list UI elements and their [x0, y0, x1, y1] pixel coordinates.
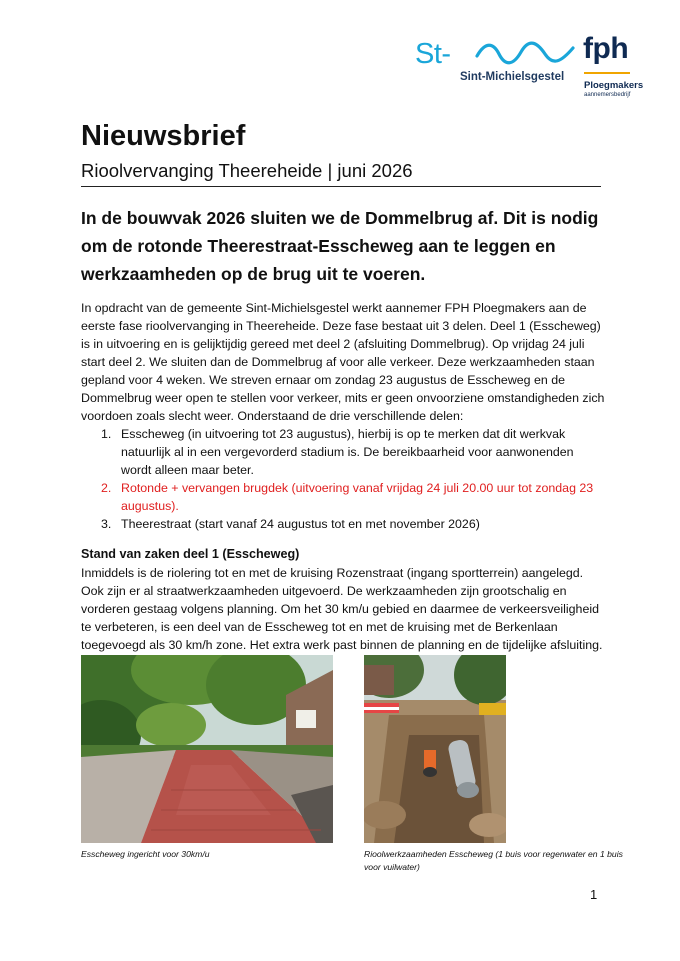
stm-logo-word: St- [415, 38, 451, 70]
wave-icon [475, 40, 575, 70]
header-divider [81, 186, 601, 187]
fph-logo-tagline: aannemersbedrijf [584, 92, 631, 98]
phase-number: 3. [101, 517, 112, 531]
page-title: Nieuwsbrief [81, 120, 246, 152]
stm-logo-subtitle: Sint-Michielsgestel [460, 71, 565, 83]
status-heading: Stand van zaken deel 1 (Esscheweg) [81, 547, 300, 561]
photo-esscheweg-street [81, 655, 333, 843]
fph-logo-underline [584, 72, 630, 74]
sewer-photo-illustration [364, 655, 506, 843]
fph-logo-word: fph [583, 32, 629, 65]
page-subtitle: Rioolvervanging Theereheide | juni 2026 [81, 160, 413, 181]
phase-list [81, 425, 606, 533]
phase-text: Theerestraat (start vanaf 24 augustus tot en met november 2026) [121, 517, 480, 531]
status-paragraph: Inmiddels is de riolering tot en met de kruising Rozenstraat (ingang sportterrein) aangelegd. Ook zijn er al straatwerkzaamheden uitgevoerd. De werkzaamheden zijn grootschalig en vorderen gestaag volgens planning. Om het 30 km/u gebied en daarmee de verkeersveiligheid te verbeteren, is een deel van de Esscheweg tot en met de kruising met de Berkenlaan toegevoegd als 30 km/h zone. Het extra werk past binnen de planning en de tijdelijke afsluiting. [81, 566, 603, 652]
phase-number: 1. [101, 427, 112, 441]
intro-paragraph: In opdracht van de gemeente Sint-Michielsgestel werkt aannemer FPH Ploegmakers aan de eerste fase rioolvervanging in Theereheide. Deze fase bestaat uit 3 delen. Deel 1 (Esscheweg) is in uitvoering en is gelijktijdig gereed met deel 2 (afsluiting Dommelbrug). Op vrijdag 24 juli start deel 2. We sluiten dan de Dommelbrug af voor alle verkeer. Deze werkzaamheden staan gepland voor 4 weken. We streven ernaar om zondag 23 augustus de Esscheweg en de Dommelbrug weer open te stellen voor verkeer, mits er geen onvoorziene omstandigheden zich voordoen zoals slecht weer. Onderstaand de drie verschillende delen: [81, 301, 605, 423]
fph-logo [583, 32, 644, 110]
phase-number: 2. [101, 481, 112, 495]
phase-item [81, 515, 606, 533]
page-number: 1 [590, 887, 598, 902]
sint-michielsgestel-logo [415, 38, 575, 90]
photo-caption-street: Esscheweg ingericht voor 30km/u [81, 849, 210, 859]
phase-item-highlighted [81, 479, 606, 515]
phase-text: Rotonde + vervangen brugdek (uitvoering vanaf vrijdag 24 juli 20.00 uur tot zondag 23 augustus). [121, 481, 594, 513]
photo-caption-sewer: Rioolwerkzaamheden Esscheweg (1 buis voor regenwater en 1 buis voor vuilwater) [364, 849, 623, 872]
fph-logo-name: Ploegmakers [584, 80, 644, 91]
street-photo-illustration [81, 655, 333, 843]
phase-item [81, 425, 606, 479]
photo-sewer-works [364, 655, 506, 843]
phase-text: Esscheweg (in uitvoering tot 23 augustus), hierbij is op te merken dat dit werkvak natuurlijk al in een vergevorderd stadium is. De bereikbaarheid voor aanwonenden wordt alleen maar beter. [121, 427, 574, 477]
lead-paragraph: In de bouwvak 2026 sluiten we de Dommelbrug af. Dit is nodig om de rotonde Theerestraat-Esscheweg aan te leggen en werkzaamheden op de brug uit te voeren. [81, 208, 599, 284]
